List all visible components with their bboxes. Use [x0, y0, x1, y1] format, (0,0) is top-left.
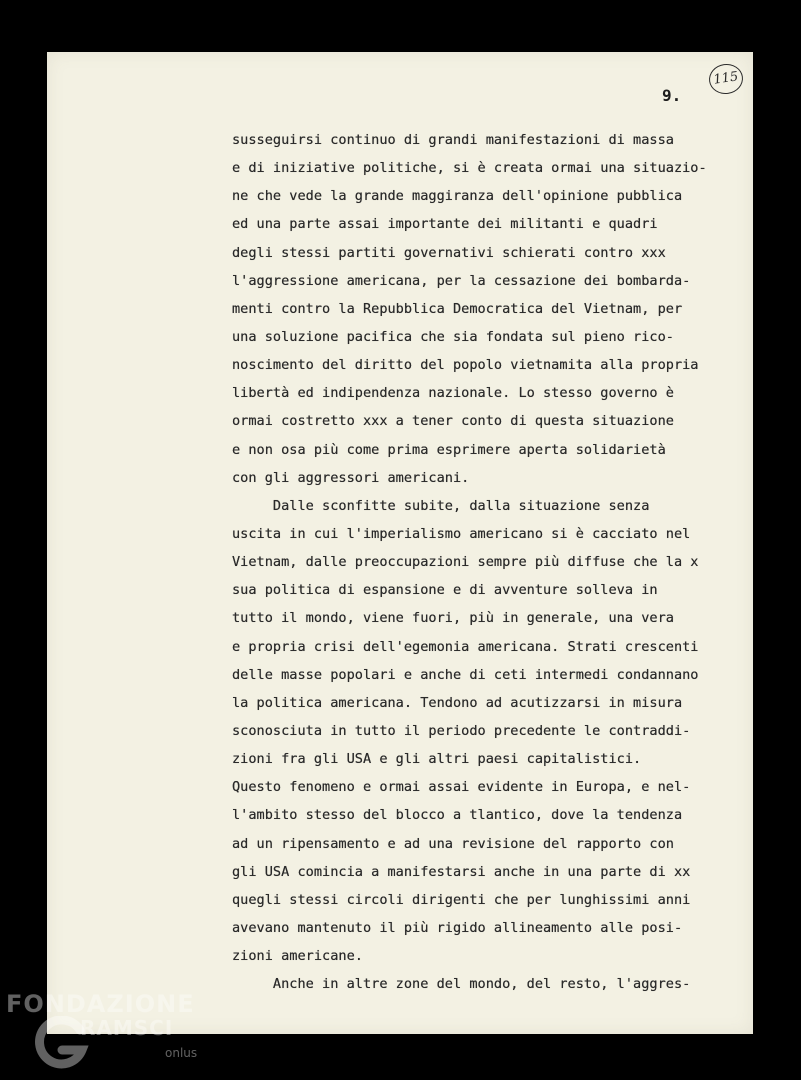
watermark-line-2: RAMSCI: [80, 1016, 174, 1040]
text-line: noscimento del diritto del popolo vietnamita alla propria: [232, 357, 699, 374]
text-line: libertà ed indipendenza nazionale. Lo stesso governo è: [232, 385, 674, 402]
text-line: l'aggressione americana, per la cessazione dei bombarda-: [232, 272, 691, 289]
text-line: ne che vede la grande maggiranza dell'opinione pubblica: [232, 188, 683, 205]
archive-stamp-number: 115: [707, 62, 745, 96]
text-line: sconosciuta in tutto il periodo precedente le contraddi-: [232, 722, 691, 739]
text-line: tutto il mondo, viene fuori, più in generale, una vera: [232, 610, 674, 627]
text-line: degli stessi partiti governativi schierati contro xxx: [232, 244, 666, 261]
text-line: gli USA comincia a manifestarsi anche in una parte di xx: [232, 863, 691, 880]
text-line: ed una parte assai importante dei militanti e quadri: [232, 216, 658, 233]
text-line: e non osa più come prima esprimere aperta solidarietà: [232, 441, 666, 458]
body-text: [232, 126, 742, 998]
text-line: ormai costretto xxx a tener conto di questa situazione: [232, 413, 674, 430]
watermark-line-3: onlus: [165, 1046, 198, 1060]
text-line: avevano mantenuto il più rigido allineamento alle posi-: [232, 919, 683, 936]
text-line: e propria crisi dell'egemonia americana. Strati crescenti: [232, 638, 699, 655]
text-line: menti contro la Repubblica Democratica del Vietnam, per: [232, 300, 683, 317]
text-line: uscita in cui l'imperialismo americano si è cacciato nel: [232, 525, 691, 542]
text-line: quegli stessi circoli dirigenti che per lunghissimi anni: [232, 891, 691, 908]
text-line: Questo fenomeno e ormai assai evidente in Europa, e nel-: [232, 779, 691, 796]
text-line: l'ambito stesso del blocco a tlantico, dove la tendenza: [232, 807, 683, 824]
text-line: una soluzione pacifica che sia fondata sul pieno rico-: [232, 328, 674, 345]
text-line: e di iniziative politiche, si è creata ormai una situazio-: [232, 160, 707, 177]
text-line: ad un ripensamento e ad una revisione del rapporto con: [232, 835, 674, 852]
text-line: susseguirsi continuo di grandi manifestazioni di massa: [232, 132, 674, 148]
text-line: con gli aggressori americani.: [232, 469, 470, 486]
text-line: Vietnam, dalle preoccupazioni sempre più diffuse che la x: [232, 554, 699, 571]
text-line: Anche in altre zone del mondo, del resto, l'aggres-: [232, 976, 691, 993]
text-line: zioni fra gli USA e gli altri paesi capitalistici.: [232, 751, 642, 768]
page-number: 9.: [662, 86, 682, 105]
text-line: sua politica di espansione e di avventure solleva in: [232, 582, 658, 599]
watermark-line-1: FONDAZIONE: [6, 990, 195, 1018]
text-line: la politica americana. Tendono ad acutizzarsi in misura: [232, 694, 683, 711]
text-line: zioni americane.: [232, 948, 363, 965]
text-line: Dalle sconfitte subite, dalla situazione senza: [232, 497, 650, 514]
text-line: delle masse popolari e anche di ceti intermedi condannano: [232, 666, 699, 683]
